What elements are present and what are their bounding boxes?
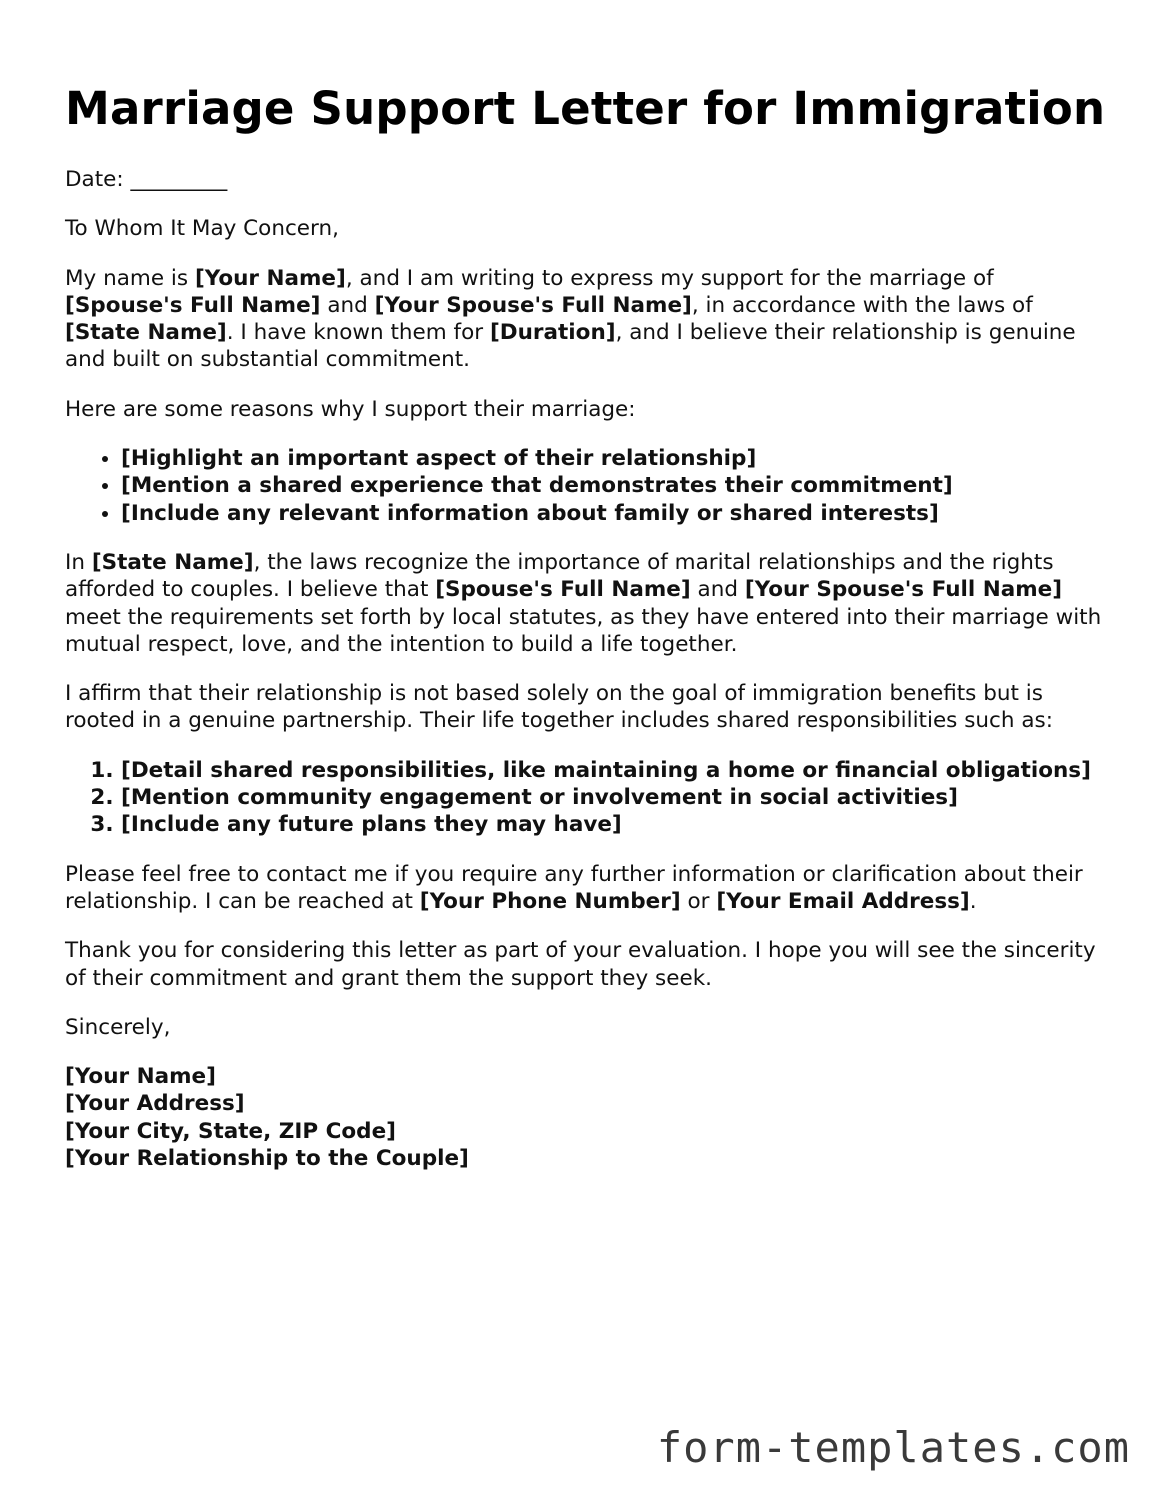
watermark: form-templates.com [656,1423,1130,1472]
placeholder-spouse-name: [Spouse's Full Name] [435,577,691,603]
intro-text-3: and [320,292,375,318]
placeholder-your-spouse-name: [Your Spouse's Full Name] [744,577,1063,603]
placeholder-state-name: [State Name] [65,320,227,346]
contact-text-1: Please feel free to contact me if you require any further information or clarification about their relationship. I can be reached at [65,861,1083,914]
reason-item: • [Highlight an important aspect of their relationship] [121,445,1110,472]
placeholder-spouse-name: [Spouse's Full Name] [65,292,321,318]
responsibility-item: 1. [Detail shared responsibilities, like maintaining a home or financial obligations] [121,757,1110,784]
reasons-list [65,445,1110,527]
contact-text-2: or [680,888,717,914]
placeholder-your-spouse-name: [Your Spouse's Full Name] [374,292,692,318]
reasons-intro: Here are some reasons why I support their marriage: [65,396,636,422]
intro-text-1: My name is [65,265,195,291]
intro-text-2: , and I am writing to express my support for the marriage of [345,265,994,291]
intro-text-5: . I have known them for [226,320,490,346]
thanks-paragraph: Thank you for considering this letter as part of your evaluation. I hope you will see the sincerity of their commitment and grant them the support they seek. [65,938,1096,991]
law-paragraph [65,549,1110,658]
affirm-paragraph: I affirm that their relationship is not based solely on the goal of immigration benefits but is rooted in a genuine partnership. Their life together includes shared responsibilities such as: [65,681,1053,734]
salutation: To Whom It May Concern, [65,216,339,242]
law-text-1: In [65,549,92,575]
placeholder-your-name: [Your Name] [194,265,346,291]
intro-paragraph [65,265,1110,374]
signature-name: [Your Name] [65,1064,216,1090]
signature-block [65,1063,1110,1172]
placeholder-duration: [Duration] [489,320,616,346]
contact-paragraph [65,861,1110,916]
reason-item: • [Include any relevant information about family or shared interests] [121,500,1110,527]
placeholder-email: [Your Email Address] [716,888,970,914]
responsibility-item: 3. [Include any future plans they may have] [121,811,1110,838]
responsibilities-list [65,757,1110,839]
intro-text-6: , and I believe their relationship is genuine and built on substantial commitment. [65,320,1076,373]
placeholder-state-name: [State Name] [91,549,254,575]
contact-text-3: . [969,888,977,914]
closing: Sincerely, [65,1014,171,1040]
law-text-4: meet the requirements set forth by local statutes, as they have entered into their marriage with mutual respect, love, and the intention to build a life together. [65,604,1102,657]
responsibility-item: 2. [Mention community engagement or involvement in social activities] [121,784,1110,811]
reason-item: • [Mention a shared experience that demonstrates their commitment] [121,472,1110,499]
signature-address: [Your Address] [65,1091,245,1117]
law-text-3: and [690,577,745,603]
signature-relationship: [Your Relationship to the Couple] [65,1146,469,1172]
date-line: Date: _________ [65,167,228,192]
intro-text-4: , in accordance with the laws of [691,292,1033,318]
page-title: Marriage Support Letter for Immigration [65,82,1106,135]
law-text-2: , the laws recognize the importance of marital relationships and the rights afforded to couples. I believe that [65,549,1054,603]
placeholder-phone: [Your Phone Number] [419,888,681,914]
signature-city-state-zip: [Your City, State, ZIP Code] [65,1118,396,1144]
letter-page [65,82,1110,1172]
